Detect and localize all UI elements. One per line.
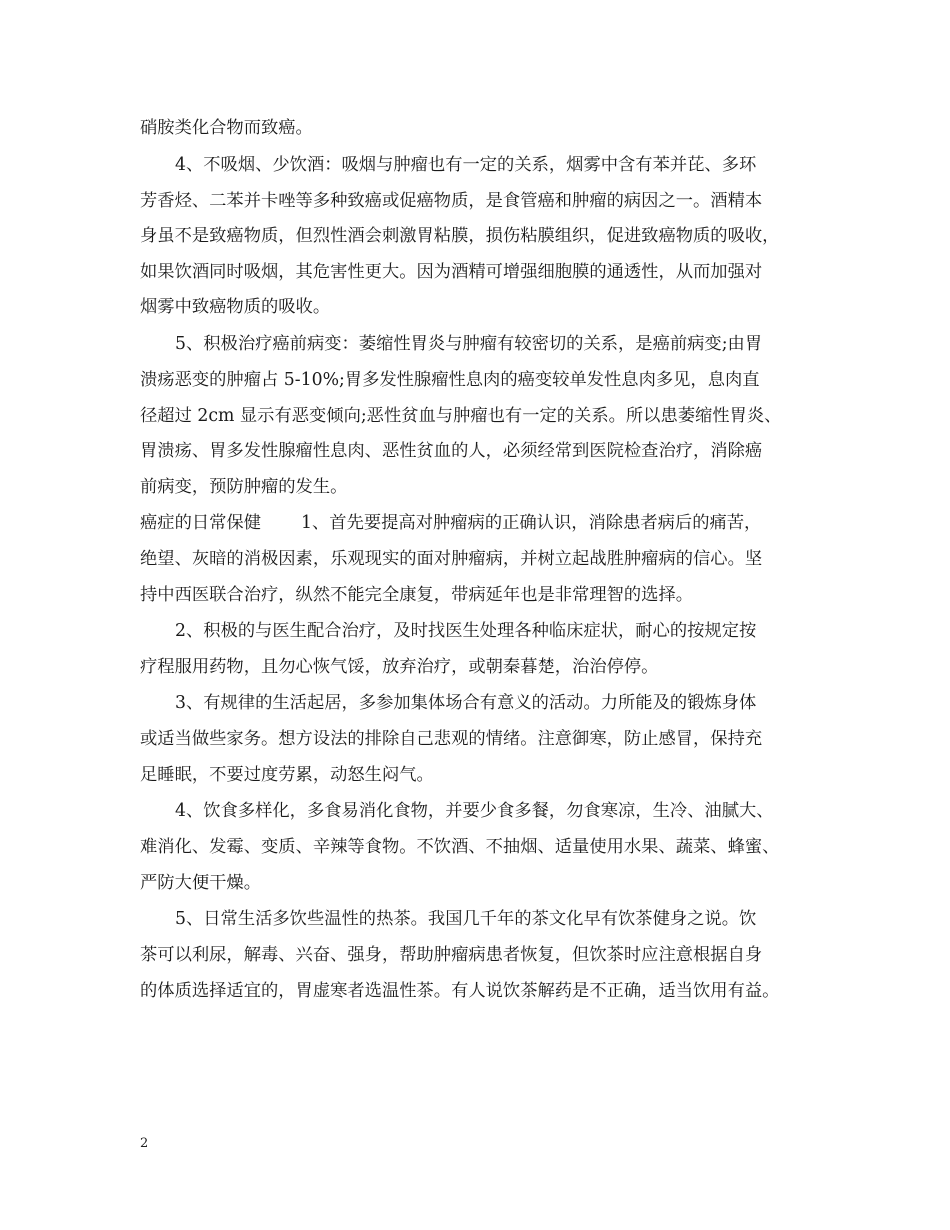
paragraph-care-2-start: 2、积极的与医生配合治疗，及时找医生处理各种临床症状，耐心的按规定按 [175,621,757,641]
text-line: 芳香烃、二苯并卡唑等多种致癌或促癌物质，是食管癌和肿瘤的病因之一。酒精本 [140,191,763,211]
paragraph-care-4-start: 4、饮食多样化，多食易消化食物，并要少食多餐，勿食寒凉，生冷、油腻大、 [175,801,774,821]
text-line: 溃疡恶变的肿瘤占 5-10%;胃多发性腺瘤性息肉的癌变较单发性息肉多见，息肉直 [140,370,760,390]
text-line: 或适当做些家务。想方设法的排除自己悲观的情绪。注意御寒，防止感冒，保持充 [140,729,763,749]
page-number: 2 [140,1136,149,1151]
text-line: 绝望、灰暗的消极因素，乐观现实的面对肿瘤病，并树立起战胜肿瘤病的信心。坚 [140,549,763,569]
text-line: 径超过 2cm 显示有恶变倾向;恶性贫血与肿瘤也有一定的关系。所以患萎缩性胃炎、 [140,406,782,426]
text-line: 的体质选择适宜的，胃虚寒者选温性茶。有人说饮茶解药是不正确，适当饮用有益。 [140,981,780,1001]
text-line: 难消化、发霉、变质、辛辣等食物。不饮酒、不抽烟、适量使用水果、蔬菜、蜂蜜、 [140,837,780,857]
section-heading-line: 癌症的日常保健 1、首先要提高对肿瘤病的正确认识，消除患者病后的痛苦， [140,513,762,533]
text-line: 硝胺类化合物而致癌。 [140,118,313,138]
text-line: 如果饮酒同时吸烟，其危害性更大。因为酒精可增强细胞膜的通透性，从而加强对 [140,262,763,282]
text-line: 足睡眠，不要过度劳累，动怒生闷气。 [140,765,434,785]
text-line: 持中西医联合治疗，纵然不能完全康复，带病延年也是非常理智的选择。 [140,585,694,605]
paragraph-5-start: 5、积极治疗癌前病变：萎缩性胃炎与肿瘤有较密切的关系，是癌前病变;由胃 [175,334,763,354]
text-line: 身虽不是致癌物质，但烈性酒会刺激胃粘膜，损伤粘膜组织，促进致癌物质的吸收， [140,226,780,246]
paragraph-4-start: 4、不吸烟、少饮酒：吸烟与肿瘤也有一定的关系，烟雾中含有苯并芘、多环 [175,155,757,175]
text-line: 前病变，预防肿瘤的发生。 [140,477,348,497]
text-line: 严防大便干燥。 [140,873,261,893]
text-line: 胃溃疡、胃多发性腺瘤性息肉、恶性贫血的人，必须经常到医院检查治疗，消除癌 [140,441,763,461]
text-line: 茶可以利尿，解毒、兴奋、强身，帮助肿瘤病患者恢复，但饮茶时应注意根据自身 [140,945,763,965]
text-line: 烟雾中致癌物质的吸收。 [140,297,331,317]
paragraph-care-5-start: 5、日常生活多饮些温性的热茶。我国几千年的茶文化早有饮茶健身之说。饮 [175,909,757,929]
text-line: 疗程服用药物，且勿心恢气馁，放弃治疗，或朝秦暮楚，治治停停。 [140,657,659,677]
paragraph-care-3-start: 3、有规律的生活起居，多参加集体场合有意义的活动。力所能及的锻炼身体 [175,693,757,713]
